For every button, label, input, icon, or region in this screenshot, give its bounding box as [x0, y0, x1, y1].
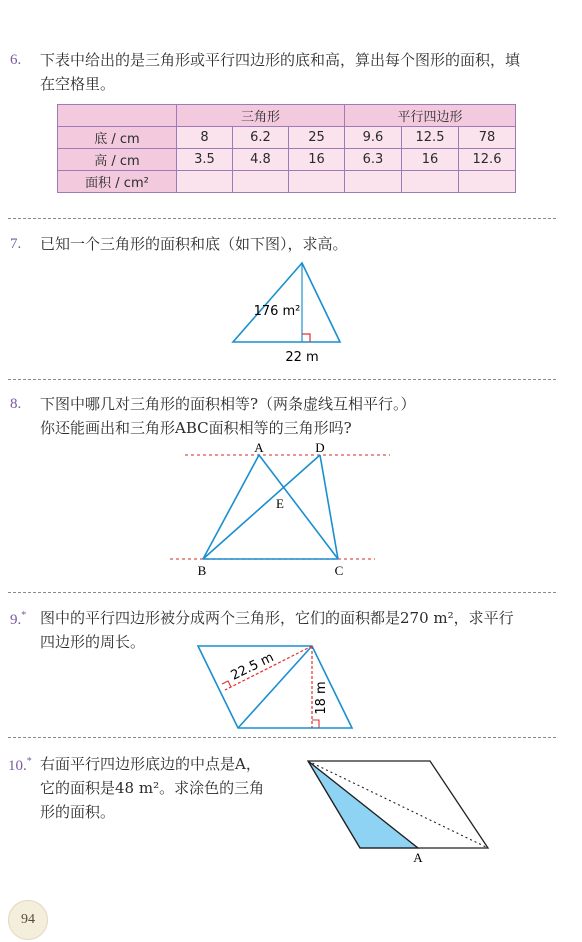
section-divider	[8, 592, 556, 593]
q10-parallelogram-figure	[300, 752, 500, 867]
segment-bd	[203, 455, 320, 559]
right-angle-mark	[222, 681, 231, 687]
point-e-label: E	[276, 496, 284, 511]
q8-text-line1: 下图中哪几对三角形的面积相等?（两条虚线互相平行。）	[40, 395, 416, 413]
point-d-label: D	[315, 440, 325, 455]
table-cell: 3.5	[177, 149, 233, 171]
q7-triangle-figure	[225, 258, 355, 368]
midpoint-a-label: A	[413, 850, 423, 865]
q10-text	[40, 752, 264, 824]
q7-text: 已知一个三角形的面积和底（如下图），求高。	[40, 235, 348, 253]
table-row	[58, 149, 516, 171]
q8-text	[40, 392, 416, 440]
table-cell: 12.6	[459, 149, 516, 171]
base-label: 22 m	[285, 350, 319, 365]
q6-text-line1: 下表中给出的是三角形或平行四边形的底和高，算出每个图形的面积，填	[40, 51, 521, 69]
q10-text-line2: 它的面积是48 m²。求涂色的三角	[40, 779, 265, 797]
q9-text-line2: 四边形的周长。	[40, 633, 146, 651]
triangle-abc	[203, 455, 338, 559]
table-cell: 16	[289, 149, 345, 171]
q10-text-line1: 右面平行四边形底边的中点是A，	[40, 755, 261, 773]
table-row	[58, 171, 516, 193]
answer-cell[interactable]	[177, 171, 233, 193]
q6-number: 6.	[10, 52, 22, 68]
point-a-label: A	[254, 440, 264, 455]
table-cell: 25	[289, 127, 345, 149]
table-corner-cell	[58, 105, 177, 127]
q9-star: *	[21, 610, 27, 621]
q10-number-text: 10.	[8, 758, 27, 774]
table-header-row	[58, 105, 516, 127]
answer-cell[interactable]	[289, 171, 345, 193]
slant-length-label: 22.5 m	[228, 650, 277, 684]
table-cell: 6.3	[345, 149, 402, 171]
right-angle-mark	[302, 334, 310, 342]
header-parallelogram: 平行四边形	[345, 105, 516, 127]
table-cell: 9.6	[345, 127, 402, 149]
answer-cell[interactable]	[459, 171, 516, 193]
q10-star: *	[26, 756, 32, 767]
q8-text-line2: 你还能画出和三角形ABC面积相等的三角形吗?	[40, 419, 352, 437]
q6-data-table	[57, 104, 516, 193]
table-cell: 78	[459, 127, 516, 149]
right-angle-mark	[312, 720, 319, 728]
diagonal-line	[238, 646, 312, 728]
table-row	[58, 127, 516, 149]
height-length-label: 18 m	[314, 681, 329, 715]
q9-number	[10, 610, 26, 629]
section-divider	[8, 218, 556, 219]
answer-cell[interactable]	[402, 171, 459, 193]
point-c-label: C	[334, 563, 344, 578]
q10-number	[8, 756, 32, 775]
row-label-area: 面积 / cm²	[58, 171, 177, 193]
q9-parallelogram-figure	[192, 640, 362, 735]
section-divider	[8, 737, 556, 738]
table-cell: 12.5	[402, 127, 459, 149]
table-cell: 8	[177, 127, 233, 149]
answer-cell[interactable]	[345, 171, 402, 193]
q6-text-line2: 在空格里。	[40, 75, 116, 93]
area-label: 176 m²	[253, 304, 301, 319]
segment-dc	[320, 455, 338, 559]
q9-number-text: 9.	[10, 612, 22, 628]
row-label-base: 底 / cm	[58, 127, 177, 149]
page-number-badge: 94	[8, 900, 48, 940]
table-cell: 4.8	[233, 149, 289, 171]
answer-cell[interactable]	[233, 171, 289, 193]
q8-number: 8.	[10, 396, 22, 412]
q9-text-line1: 图中的平行四边形被分成两个三角形，它们的面积都是270 m²，求平行	[40, 609, 514, 627]
table-cell: 6.2	[233, 127, 289, 149]
point-b-label: B	[197, 563, 207, 578]
section-divider	[8, 379, 556, 380]
q6-text	[40, 48, 570, 96]
row-label-height: 高 / cm	[58, 149, 177, 171]
table-cell: 16	[402, 149, 459, 171]
q7-number: 7.	[10, 236, 22, 252]
triangle-shape	[233, 263, 340, 342]
header-triangle: 三角形	[177, 105, 345, 127]
q10-text-line3: 形的面积。	[40, 803, 116, 821]
q8-figure	[165, 440, 395, 580]
